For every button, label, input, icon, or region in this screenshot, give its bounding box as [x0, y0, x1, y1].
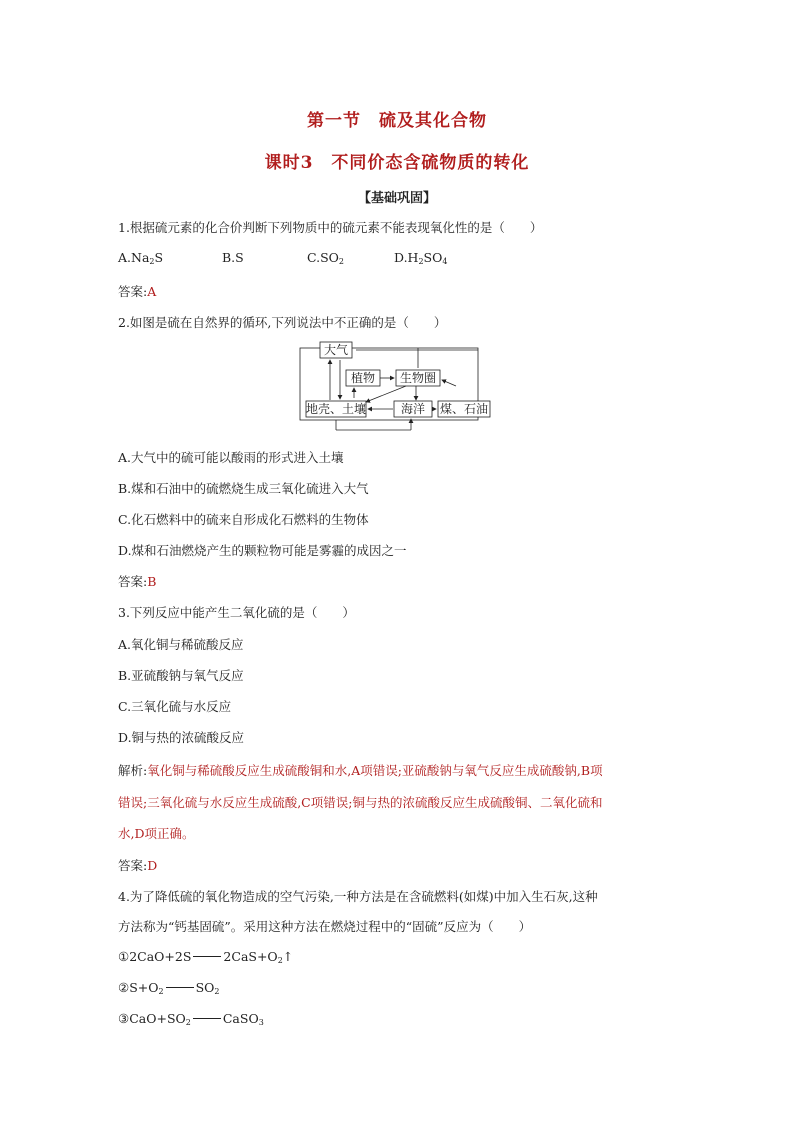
node-crust-soil-label: 地壳、土壤 — [305, 402, 367, 416]
equals-bar — [193, 956, 221, 957]
question-2-stem: 2.如图是硫在自然界的循环,下列说法中不正确的是（ ） — [118, 315, 447, 330]
node-biosphere-label: 生物圈 — [399, 371, 437, 385]
q2-option-d: D.煤和石油燃烧产生的颗粒物可能是雾霾的成因之一 — [118, 543, 407, 558]
question-3-stem: 3.下列反应中能产生二氧化硫的是（ ） — [118, 605, 355, 620]
q3-option-c: C.三氧化硫与水反应 — [118, 699, 232, 714]
q2-option-b: B.煤和石油中的硫燃烧生成三氧化硫进入大气 — [118, 481, 369, 496]
q4-equation-2: $②S+O_2$ $SO_2$ — [118, 980, 220, 996]
arrow-biosphere-soil — [366, 386, 406, 402]
question-4-stem-line-2: 方法称为“钙基固硫”。采用这种方法在燃烧过程中的“固硫”反应为（ ） — [118, 919, 532, 934]
node-plants-label: 植物 — [350, 371, 376, 385]
node-coal-oil-label: 煤、石油 — [439, 402, 489, 416]
q3-explanation-line-1: 解析:氧化铜与稀硫酸反应生成硫酸铜和水,A项错误;亚硫酸钠与氧气反应生成硫酸钠,B项 — [118, 763, 603, 778]
q3-option-b: B.亚硫酸钠与氧气反应 — [118, 668, 244, 683]
q1-option-b: B.S — [222, 250, 244, 265]
sulfur-cycle-diagram — [296, 338, 496, 438]
q4-equation-3: $③CaO+SO_2$ CaSO$_3$ — [118, 1011, 264, 1027]
equals-bar — [193, 1018, 221, 1019]
node-ocean-label: 海洋 — [400, 402, 426, 416]
q1-option-a: $A.Na_2S$ — [118, 250, 164, 266]
q3-answer: 答案:D — [118, 858, 158, 873]
q3-option-a: A.氧化铜与稀硫酸反应 — [118, 637, 244, 652]
q2-option-c: C.化石燃料中的硫来自形成化石燃料的生物体 — [118, 512, 369, 527]
arrow-coal-biosphere — [442, 380, 456, 386]
q3-explanation-line-2: 错误;三氧化硫与水反应生成硫酸,C项错误;铜与热的浓硫酸反应生成硫酸铜、二氧化硫和 — [118, 795, 603, 810]
lesson-title: 课时3 不同价态含硫物质的转化 — [264, 153, 530, 173]
question-4-stem-line-1: 4.为了降低硫的氧化物造成的空气污染,一种方法是在含硫燃料(如煤)中加入生石灰,这种 — [118, 889, 598, 904]
question-1-stem: 1.根据硫元素的化合价判断下列物质中的硫元素不能表现氧化性的是（ ） — [118, 220, 543, 235]
q1-option-d: $D.H_2SO_4$ — [394, 250, 448, 266]
q2-option-a: A.大气中的硫可能以酸雨的形式进入土壤 — [118, 450, 344, 465]
equals-bar — [166, 987, 194, 988]
q4-equation-1: ①2CaO+2S $2CaS+O_2↑$ — [118, 949, 294, 965]
q1-answer: 答案:A — [118, 284, 157, 299]
node-atmosphere-label: 大气 — [323, 343, 349, 357]
q3-explanation-line-3: 水,D项正确。 — [118, 826, 195, 841]
section-title: 第一节 硫及其化合物 — [307, 111, 487, 131]
q2-answer: 答案:B — [118, 574, 157, 589]
q3-option-d: D.铜与热的浓硫酸反应 — [118, 730, 245, 745]
subheading: 【基础巩固】 — [357, 191, 436, 206]
q1-option-c: $C.SO_2$ — [307, 250, 344, 266]
